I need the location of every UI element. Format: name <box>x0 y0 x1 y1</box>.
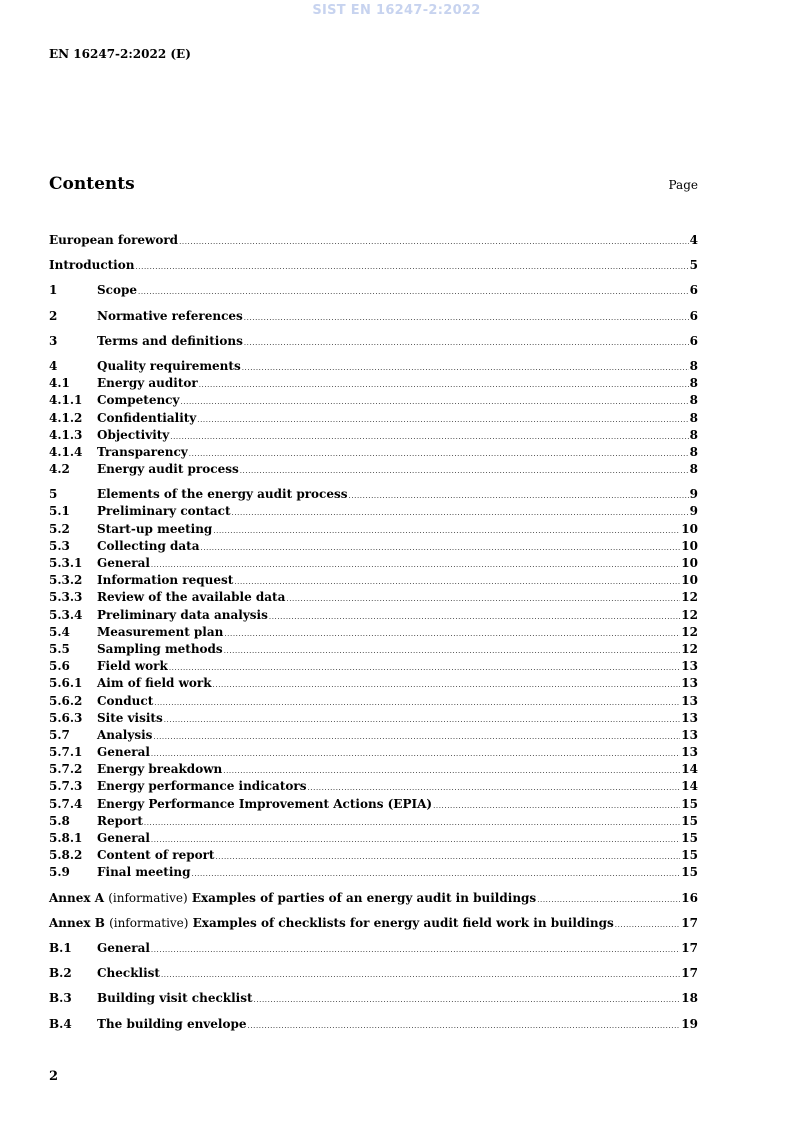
dot-leader <box>197 412 688 429</box>
toc-number: 5.3.4 <box>49 607 83 622</box>
dot-leader <box>135 259 688 276</box>
toc-title: Start-up meeting <box>97 521 213 536</box>
toc-page-number: 8 <box>689 393 698 408</box>
dot-leader <box>248 1018 681 1035</box>
toc-number: 4.1.3 <box>49 427 83 442</box>
toc-number: 5.9 <box>49 865 70 880</box>
toc-page-number: 12 <box>681 590 698 605</box>
annex-label: Annex B <box>49 915 105 930</box>
dot-leader <box>151 832 680 849</box>
toc-title: Report <box>97 813 143 828</box>
dot-leader <box>240 463 689 480</box>
table-of-contents <box>49 224 698 1033</box>
toc-page-number: 9 <box>689 504 698 519</box>
dot-leader <box>192 866 681 883</box>
toc-title: General <box>97 831 150 845</box>
toc-entry[interactable] <box>49 624 698 641</box>
toc-entry[interactable] <box>49 727 698 744</box>
toc-entry[interactable] <box>49 744 698 761</box>
toc-page-number: 15 <box>681 865 698 880</box>
toc-title: General <box>97 745 150 760</box>
dot-leader <box>269 609 680 626</box>
toc-entry[interactable] <box>49 486 698 503</box>
toc-entry[interactable] <box>49 521 698 538</box>
dot-leader <box>201 540 681 557</box>
toc-page-number: 15 <box>681 796 698 811</box>
toc-title: Competency <box>97 393 180 408</box>
annex-heading: Examples of parties of an energy audit in buildings <box>191 890 537 905</box>
dot-leader <box>244 335 689 352</box>
toc-title: Information request <box>97 573 234 588</box>
toc-title: Energy auditor <box>97 376 198 391</box>
annex-page-number: 17 <box>681 915 698 930</box>
toc-number: 5.6 <box>49 659 70 674</box>
toc-title: Energy breakdown <box>97 762 223 777</box>
toc-page-number: 12 <box>681 607 698 622</box>
toc-number: 4.1.4 <box>49 444 83 459</box>
toc-number: 4.2 <box>49 462 70 477</box>
dot-leader <box>286 591 680 608</box>
toc-page-number: 15 <box>681 848 698 863</box>
annex-title <box>49 915 614 932</box>
toc-entry[interactable] <box>49 830 698 847</box>
dot-leader <box>213 523 680 540</box>
toc-number: 1 <box>49 283 58 298</box>
dot-leader <box>224 643 681 660</box>
annex-qualifier: (informative) <box>108 890 188 905</box>
toc-title: Sampling methods <box>97 641 223 656</box>
annex-section-title: Checklist <box>97 966 160 981</box>
annex-entry[interactable] <box>49 890 698 907</box>
toc-number: 5.7.1 <box>49 745 83 760</box>
toc-entry[interactable] <box>49 410 698 427</box>
toc-entry[interactable] <box>49 503 698 520</box>
annex-section-page-number: 17 <box>681 966 698 981</box>
dot-leader <box>213 677 681 694</box>
dot-leader <box>169 660 680 677</box>
dot-leader <box>189 446 689 463</box>
page-column-label: Page <box>668 178 698 192</box>
toc-page-number: 8 <box>689 444 698 459</box>
toc-page-number: 12 <box>681 624 698 639</box>
toc-page-number: 13 <box>681 710 698 725</box>
dot-leader <box>151 746 680 763</box>
toc-entry[interactable] <box>49 461 698 478</box>
dot-leader <box>232 505 689 522</box>
annex-section-title: The building envelope <box>97 1016 247 1031</box>
toc-entry[interactable] <box>49 572 698 589</box>
toc-page-number: 4 <box>689 233 698 247</box>
dot-leader <box>215 849 680 866</box>
toc-title: Scope <box>97 283 138 298</box>
annex-section-page-number: 17 <box>681 940 698 955</box>
toc-entry[interactable] <box>49 607 698 624</box>
watermark: SIST EN 16247-2:2022 <box>312 3 481 18</box>
dot-leader <box>161 967 680 984</box>
annex-page-number: 16 <box>681 890 698 905</box>
annex-title <box>49 890 536 907</box>
toc-page-number: 13 <box>681 693 698 708</box>
toc-entry[interactable] <box>49 864 698 881</box>
toc-entry[interactable] <box>49 778 698 795</box>
toc-title: Content of report <box>97 848 215 863</box>
toc-title: Energy Performance Improvement Actions (EPIA) <box>97 796 433 811</box>
toc-title: Preliminary data analysis <box>97 607 268 622</box>
toc-title: Transparency <box>97 444 188 459</box>
annex-section-entry[interactable] <box>49 965 698 982</box>
contents-heading: Contents <box>49 174 135 194</box>
toc-page-number: 8 <box>689 358 698 373</box>
toc-number: 4.1.2 <box>49 410 83 425</box>
toc-title: Conduct <box>97 693 154 708</box>
toc-number: 5.8.1 <box>49 831 83 845</box>
toc-title: Quality requirements <box>97 358 241 373</box>
dot-leader <box>242 360 689 377</box>
toc-number: 5 <box>49 487 58 502</box>
toc-page-number: 10 <box>681 521 698 536</box>
annex-label: Annex A <box>49 890 105 905</box>
annex-section-number: B.4 <box>49 1016 72 1031</box>
toc-title: Confidentiality <box>97 410 197 425</box>
toc-entry[interactable] <box>49 333 698 350</box>
dot-leader <box>199 377 689 394</box>
toc-page-number: 13 <box>681 659 698 674</box>
dot-leader <box>153 729 680 746</box>
toc-title: Objectivity <box>97 427 170 442</box>
dot-leader <box>180 394 688 411</box>
toc-entry[interactable] <box>49 847 698 864</box>
toc-entry[interactable] <box>49 392 698 409</box>
toc-title: Review of the available data <box>97 590 286 605</box>
toc-number: 5.3.3 <box>49 590 83 605</box>
toc-entry[interactable] <box>49 444 698 461</box>
toc-entry[interactable] <box>49 693 698 710</box>
annex-heading: Examples of checklists for energy audit field work in buildings <box>192 915 614 930</box>
toc-number: 5.3.2 <box>49 573 83 588</box>
toc-number: 5.1 <box>49 504 70 519</box>
annex-qualifier: (informative) <box>109 915 189 930</box>
dot-leader <box>254 992 681 1009</box>
toc-title: General <box>97 556 150 570</box>
toc-page-number: 13 <box>681 727 698 742</box>
dot-leader <box>144 815 680 832</box>
dot-leader <box>224 626 680 643</box>
toc-number: 5.6.3 <box>49 710 83 725</box>
toc-page-number: 8 <box>689 410 698 425</box>
dot-leader <box>244 310 689 327</box>
toc-entry[interactable] <box>49 538 698 555</box>
toc-page-number: 13 <box>681 745 698 760</box>
toc-page-number: 14 <box>681 762 698 777</box>
toc-page-number: 15 <box>681 813 698 828</box>
toc-title: Measurement plan <box>97 624 224 639</box>
toc-title: Normative references <box>97 308 243 323</box>
dot-leader <box>138 284 689 301</box>
page-number: 2 <box>49 1069 59 1084</box>
toc-number: 4.1 <box>49 376 70 391</box>
toc-number: 5.7.2 <box>49 762 83 777</box>
annex-section-title: General <box>97 940 150 955</box>
toc-page-number: 6 <box>689 283 698 298</box>
toc-entry[interactable] <box>49 796 698 813</box>
toc-page-number: 15 <box>681 831 698 845</box>
toc-title: Elements of the energy audit process <box>97 487 348 502</box>
toc-title: Introduction <box>49 258 135 273</box>
toc-title: Collecting data <box>97 538 200 553</box>
toc-number: 5.3 <box>49 538 70 553</box>
toc-title: Energy audit process <box>97 462 239 477</box>
toc-page-number: 5 <box>689 258 698 273</box>
toc-entry[interactable] <box>49 658 698 675</box>
toc-entry[interactable] <box>49 761 698 778</box>
dot-leader <box>154 695 680 712</box>
dot-leader <box>433 798 680 815</box>
toc-page-number: 14 <box>681 779 698 794</box>
dot-leader <box>179 234 689 251</box>
dot-leader <box>349 488 689 505</box>
toc-title: Site visits <box>97 710 163 725</box>
annex-section-number: B.3 <box>49 991 72 1006</box>
toc-number: 5.7 <box>49 727 70 742</box>
toc-number: 5.6.2 <box>49 693 83 708</box>
toc-title: Final meeting <box>97 865 191 880</box>
dot-leader <box>537 892 680 909</box>
toc-number: 5.8 <box>49 813 70 828</box>
toc-number: 5.8.2 <box>49 848 83 863</box>
toc-entry[interactable] <box>49 232 698 249</box>
toc-number: 5.7.4 <box>49 796 83 811</box>
toc-page-number: 8 <box>689 427 698 442</box>
annex-section-entry[interactable] <box>49 1016 698 1033</box>
toc-title: Analysis <box>97 727 153 742</box>
toc-page-number: 13 <box>681 676 698 691</box>
toc-entry[interactable] <box>49 675 698 692</box>
toc-number: 3 <box>49 333 58 348</box>
toc-number: 5.6.1 <box>49 676 83 691</box>
toc-page-number: 10 <box>681 556 698 570</box>
toc-entry[interactable] <box>49 257 698 274</box>
toc-page-number: 8 <box>689 376 698 391</box>
annex-entry[interactable] <box>49 915 698 932</box>
annex-section-entry[interactable] <box>49 940 698 957</box>
dot-leader <box>170 429 688 446</box>
toc-page-number: 10 <box>681 538 698 553</box>
toc-entry[interactable] <box>49 375 698 392</box>
annex-section-number: B.1 <box>49 940 72 955</box>
toc-entry[interactable] <box>49 282 698 299</box>
toc-entry[interactable] <box>49 358 698 375</box>
toc-number: 5.2 <box>49 521 70 536</box>
dot-leader <box>164 712 681 729</box>
toc-entry[interactable] <box>49 555 698 572</box>
toc-page-number: 6 <box>689 308 698 323</box>
annex-section-page-number: 18 <box>681 991 698 1006</box>
toc-number: 5.5 <box>49 641 70 656</box>
toc-number: 2 <box>49 308 58 323</box>
document-id: EN 16247-2:2022 (E) <box>49 47 191 61</box>
toc-number: 5.7.3 <box>49 779 83 794</box>
annex-section-number: B.2 <box>49 966 72 981</box>
toc-page-number: 12 <box>681 641 698 656</box>
toc-title: Energy performance indicators <box>97 779 307 794</box>
toc-entry[interactable] <box>49 641 698 658</box>
toc-title: Preliminary contact <box>97 504 231 519</box>
annex-section-title: Building visit checklist <box>97 991 253 1006</box>
dot-leader <box>234 574 680 591</box>
toc-title: European foreword <box>49 233 179 247</box>
toc-page-number: 9 <box>689 487 698 502</box>
toc-number: 5.4 <box>49 624 70 639</box>
annex-section-page-number: 19 <box>681 1016 698 1031</box>
toc-entry[interactable] <box>49 813 698 830</box>
toc-title: Terms and definitions <box>97 333 243 348</box>
toc-title: Aim of field work <box>97 676 212 691</box>
dot-leader <box>151 942 680 959</box>
toc-page-number: 6 <box>689 333 698 348</box>
toc-entry[interactable] <box>49 589 698 606</box>
toc-entry[interactable] <box>49 308 698 325</box>
toc-entry[interactable] <box>49 427 698 444</box>
toc-page-number: 10 <box>681 573 698 588</box>
toc-entry[interactable] <box>49 710 698 727</box>
toc-number: 5.3.1 <box>49 556 83 570</box>
annex-section-entry[interactable] <box>49 990 698 1007</box>
toc-number: 4.1.1 <box>49 393 83 408</box>
toc-title: Field work <box>97 659 168 674</box>
toc-page-number: 8 <box>689 462 698 477</box>
dot-leader <box>615 917 681 934</box>
toc-number: 4 <box>49 358 58 373</box>
